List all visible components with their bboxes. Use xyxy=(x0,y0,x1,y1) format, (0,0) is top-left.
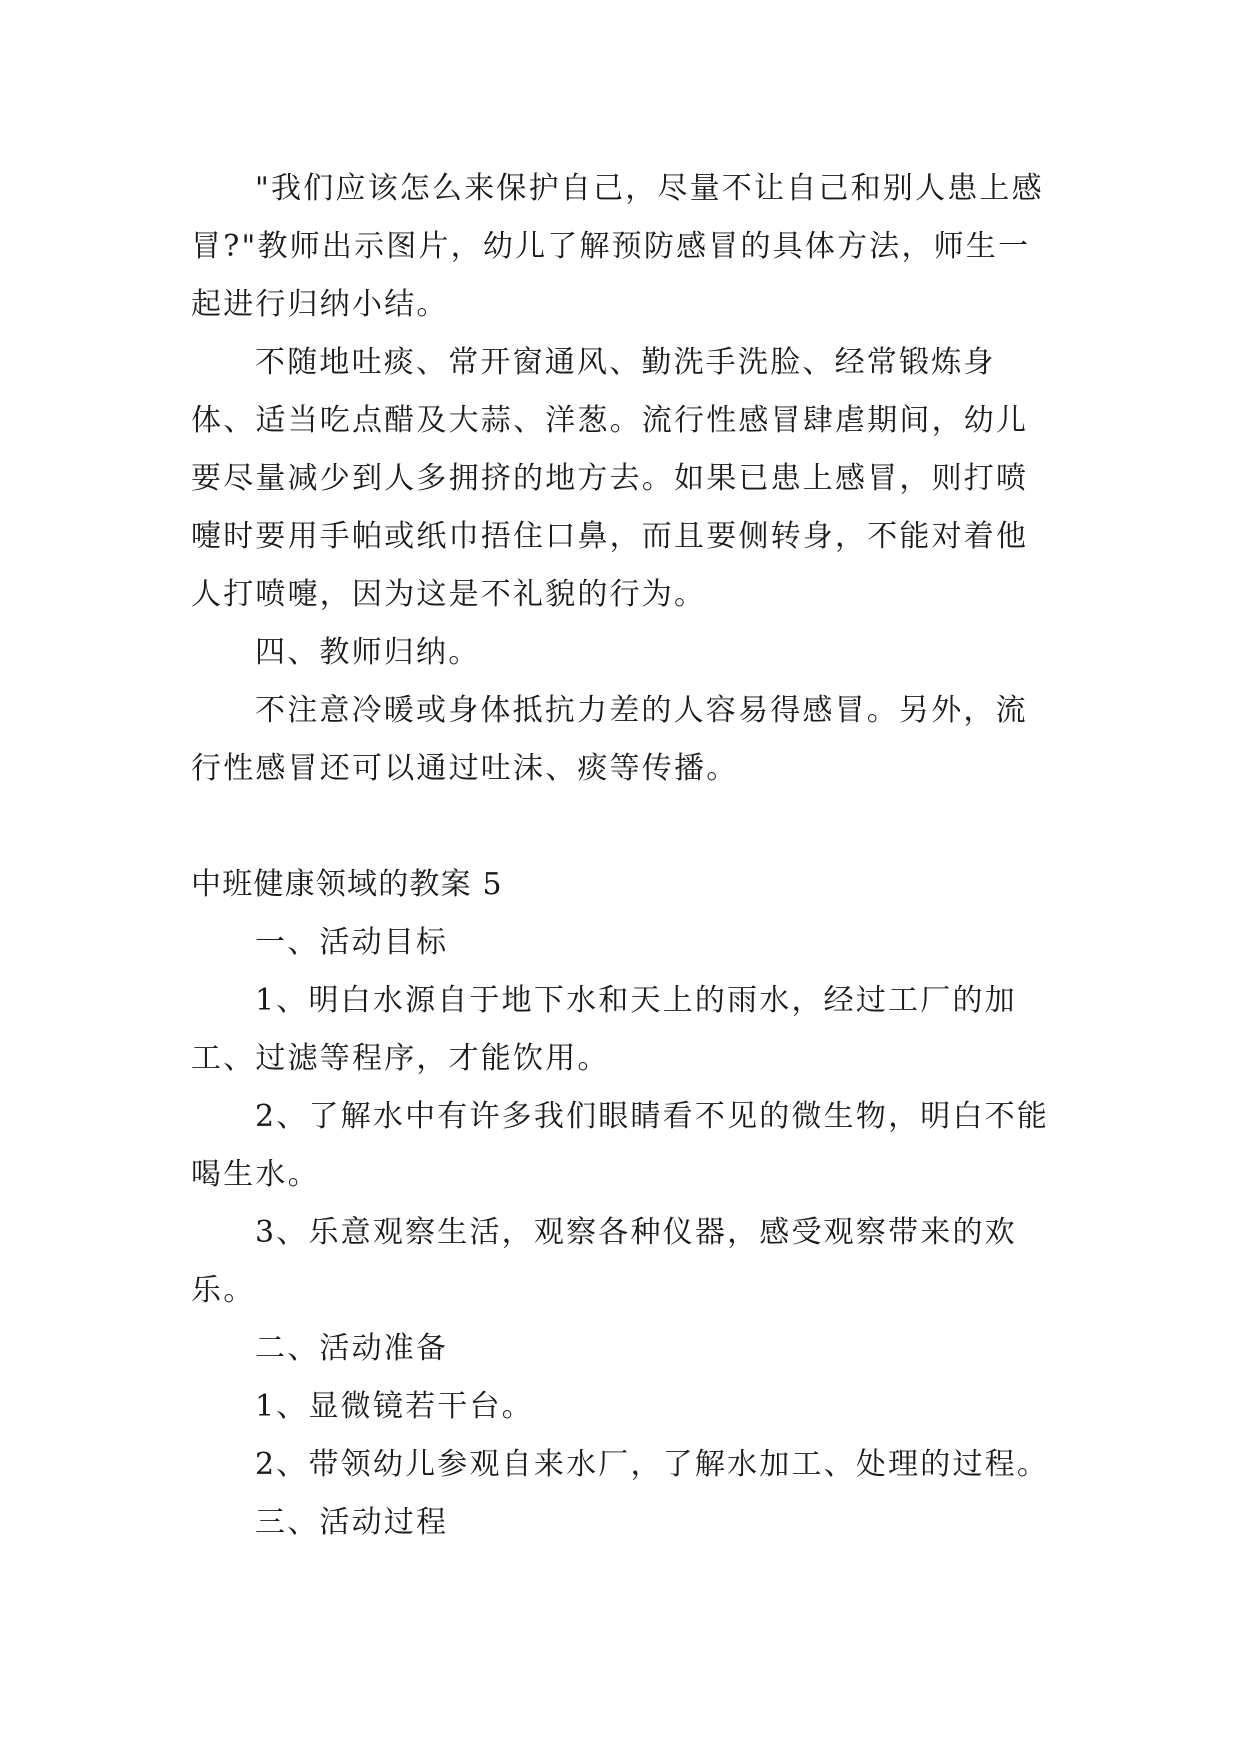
document-body xyxy=(191,160,1053,1552)
paragraph-preparation-1: 1、显微镜若干台。 xyxy=(255,1389,534,1424)
paragraph-teacher-summary-heading: 四、教师归纳。 xyxy=(255,635,481,670)
paragraph-goal-3: 3、乐意观察生活，观察各种仪器，感受观察带来的欢乐。 xyxy=(191,1215,1017,1308)
section-spacer xyxy=(191,798,1053,856)
paragraph-goal-2: 2、了解水中有许多我们眼睛看不见的微生物，明白不能喝生水。 xyxy=(191,1099,1050,1192)
paragraph-protect-self: "我们应该怎么来保护自己，尽量不让自己和别人患上感冒?"教师出示图片，幼儿了解预防感冒的具体方法，师生一起进行归纳小结。 xyxy=(191,171,1044,322)
paragraph-preparation-2: 2、带领幼儿参观自来水厂，了解水加工、处理的过程。 xyxy=(255,1447,1050,1482)
section-title: 中班健康领域的教案 5 xyxy=(191,867,503,902)
paragraph-prevention-methods: 不随地吐痰、常开窗通风、勤洗手洗脸、经常锻炼身体、适当吃点醋及大蒜、洋葱。流行性感冒肆虐期间，幼儿要尽量减少到人多拥挤的地方去。如果已患上感冒，则打喷嚏时要用手帕或纸巾捂住口鼻，而且要侧转身，不能对着他人打喷嚏，因为这是不礼貌的行为。 xyxy=(191,345,1029,612)
paragraph-goal-1: 1、明白水源自于地下水和天上的雨水，经过工厂的加工、过滤等程序，才能饮用。 xyxy=(191,983,1017,1076)
paragraph-summary-text: 不注意冷暖或身体抵抗力差的人容易得感冒。另外，流行性感冒还可以通过吐沫、痰等传播。 xyxy=(191,693,1028,786)
paragraph-goals-heading: 一、活动目标 xyxy=(255,925,449,960)
paragraph-process-heading: 三、活动过程 xyxy=(255,1505,449,1540)
paragraph-preparation-heading: 二、活动准备 xyxy=(255,1331,449,1366)
